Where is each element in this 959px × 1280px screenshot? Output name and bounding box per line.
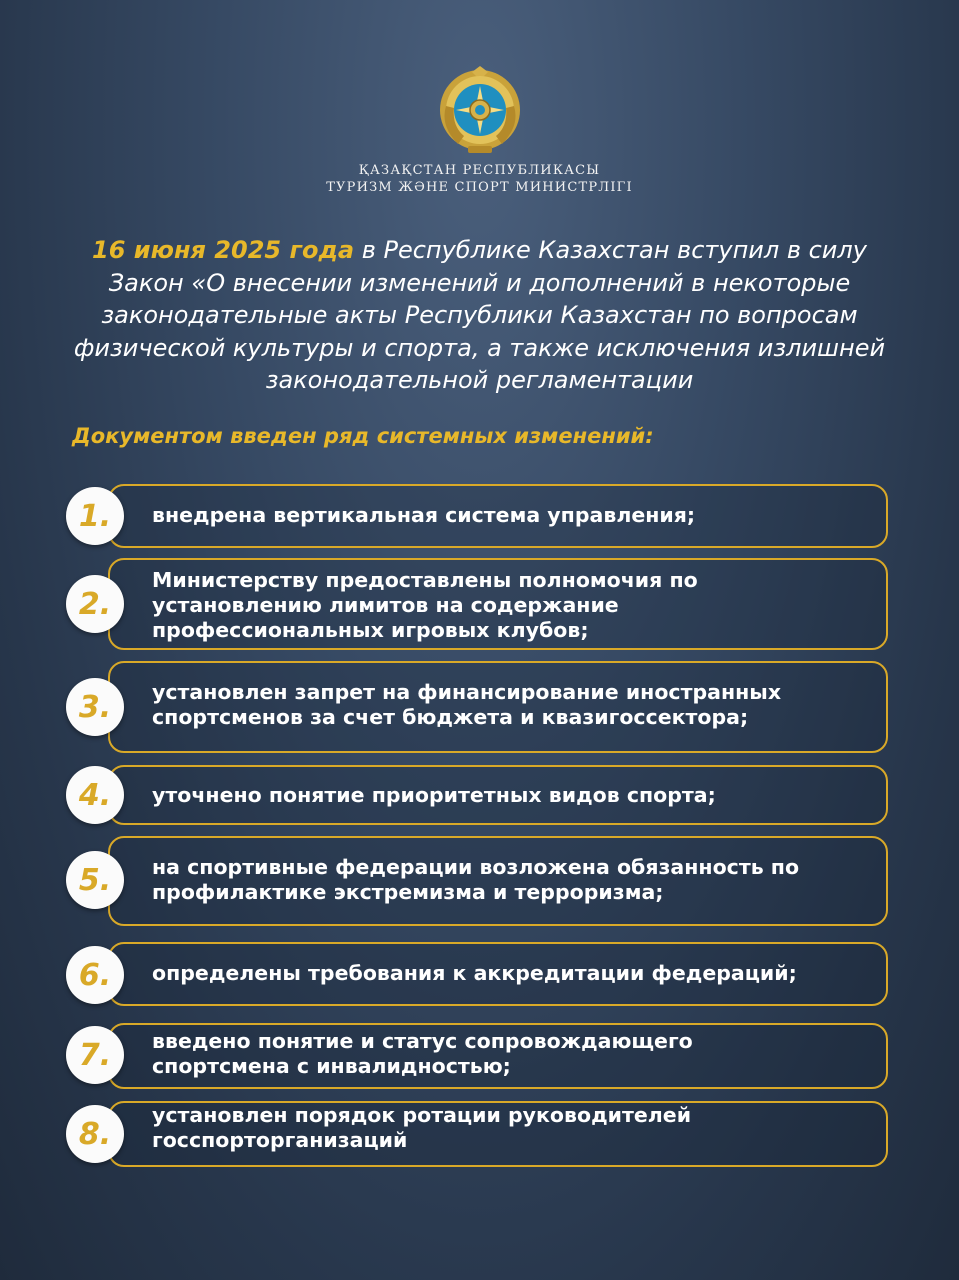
state-emblem-icon	[438, 66, 522, 156]
item-text: введено понятие и статус сопровождающего спортсмена с инвалидностью;	[152, 1029, 693, 1078]
item-number-badge: 5.	[66, 851, 124, 909]
item-text: установлен запрет на финансирование иностранных спортсменов за счет бюджета и квазигоссектора;	[152, 680, 782, 729]
intro-text: в Республике Казахстан вступил в силу Закон «О внесении изменений и дополнений в некоторые законодательные акты Республики Казахстан по вопросам физической культуры и спорта, а также исключения излишней законодательной регламентации	[73, 236, 886, 394]
item-number-badge: 4.	[66, 766, 124, 824]
item-text: определены требования к аккредитации федераций;	[152, 961, 797, 985]
item-number-badge: 7.	[66, 1026, 124, 1084]
item-number-badge: 6.	[66, 946, 124, 1004]
changes-subheading: Документом введен ряд системных изменений:	[72, 424, 654, 448]
intro-paragraph	[60, 234, 899, 397]
ministry-name-line2: ТУРИЗМ ЖӘНЕ СПОРТ МИНИСТРЛІГІ	[326, 180, 633, 195]
item-number-badge: 8.	[66, 1105, 124, 1163]
item-number-badge: 3.	[66, 678, 124, 736]
ministry-name-line1: ҚАЗАҚСТАН РЕСПУБЛИКАСЫ	[358, 163, 601, 178]
item-number-badge: 1.	[66, 487, 124, 545]
item-text: установлен порядок ротации руководителей госспорторганизаций	[152, 1103, 692, 1152]
item-number-badge: 2.	[66, 575, 124, 633]
item-text: уточнено понятие приоритетных видов спорта;	[152, 783, 716, 807]
law-date: 16 июня 2025 года	[92, 236, 355, 264]
item-text: Министерству предоставлены полномочия по установлению лимитов на содержание профессиональных игровых клубов;	[152, 568, 698, 642]
item-text: внедрена вертикальная система управления;	[152, 503, 696, 527]
item-text: на спортивные федерации возложена обязанность по профилактике экстремизма и терроризма;	[152, 855, 800, 904]
